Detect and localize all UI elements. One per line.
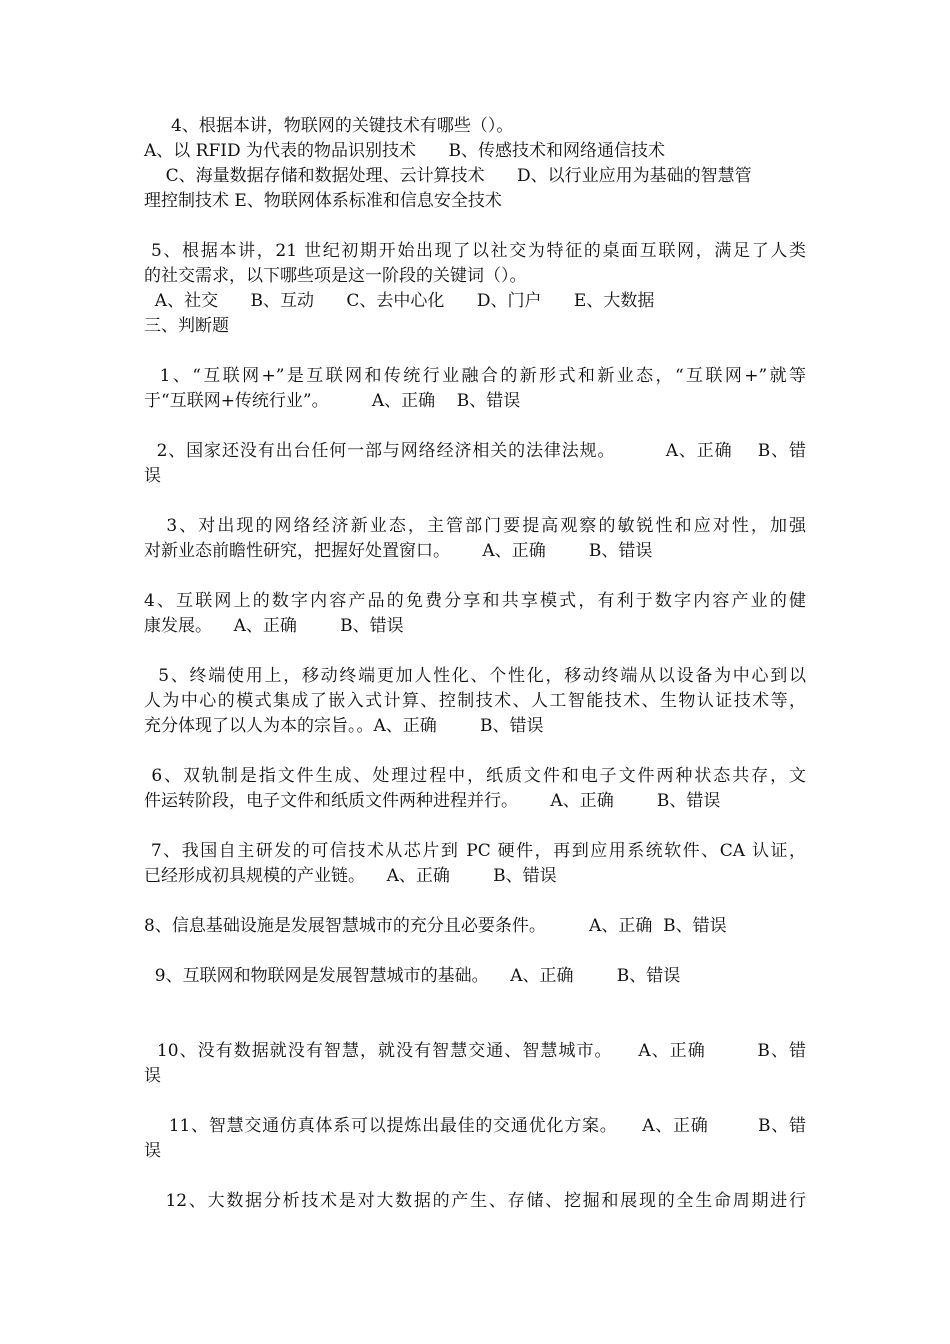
tf-8-line-1: 8、信息基础设施是发展智慧城市的充分且必要条件。 A、正确 B、错误 bbox=[144, 916, 727, 936]
tf-7-line-1: 7、我国自主研发的可信技术从芯片到 PC 硬件，再到应用系统软件、CA 认证， bbox=[144, 841, 806, 861]
tf-6-line-2: 件运转阶段，电子文件和纸质文件两种进程并行。 A、正确 B、错误 bbox=[144, 791, 721, 811]
question-5-line-1: 5、根据本讲，21 世纪初期开始出现了以社交为特征的桌面互联网，满足了人类 bbox=[144, 241, 806, 261]
question-4-line-1: 4、根据本讲，物联网的关键技术有哪些（）。 bbox=[144, 116, 514, 136]
tf-2-line-1: 2、国家还没有出台任何一部与网络经济相关的法律法规。 A、正确 B、错 bbox=[144, 441, 806, 461]
tf-4-line-1: 4、互联网上的数字内容产品的免费分享和共享模式，有利于数字内容产业的健 bbox=[144, 591, 806, 611]
question-5-line-2: 的社交需求，以下哪些项是这一阶段的关键词（）。 bbox=[144, 266, 527, 286]
tf-7-line-2: 已经形成初具规模的产业链。 A、正确 B、错误 bbox=[144, 866, 557, 886]
tf-5-line-3: 充分体现了以人为本的宗旨。。A、正确 B、错误 bbox=[144, 716, 544, 736]
question-4-line-3: C、海量数据存储和数据处理、云计算技术 D、以行业应用为基础的智慧管 bbox=[144, 166, 752, 186]
tf-5-line-2: 人为中心的模式集成了嵌入式计算、控制技术、人工智能技术、生物认证技术等， bbox=[144, 691, 806, 711]
question-4-line-4: 理控制技术 E、物联网体系标准和信息安全技术 bbox=[144, 191, 502, 211]
tf-1-line-2: 于“互联网+传统行业”。 A、正确 B、错误 bbox=[144, 391, 521, 411]
tf-9-line-1: 9、互联网和物联网是发展智慧城市的基础。 A、正确 B、错误 bbox=[144, 966, 681, 986]
section-title: 三、判断题 bbox=[144, 316, 229, 336]
tf-2-line-2: 误 bbox=[144, 466, 161, 486]
tf-11-line-1: 11、智慧交通仿真体系可以提炼出最佳的交通优化方案。 A、正确 B、错 bbox=[144, 1116, 806, 1136]
tf-10-line-1: 10、没有数据就没有智慧，就没有智慧交通、智慧城市。 A、正确 B、错 bbox=[144, 1041, 806, 1061]
tf-5-line-1: 5、终端使用上，移动终端更加人性化、个性化，移动终端从以设备为中心到以 bbox=[144, 666, 806, 686]
question-5-options: A、社交 B、互动 C、去中心化 D、门户 E、大数据 bbox=[144, 291, 655, 311]
tf-12-line-1: 12、大数据分析技术是对大数据的产生、存储、挖掘和展现的全生命周期进行 bbox=[144, 1191, 806, 1211]
question-4-line-2: A、以 RFID 为代表的物品识别技术 B、传感技术和网络通信技术 bbox=[144, 141, 665, 161]
tf-6-line-1: 6、双轨制是指文件生成、处理过程中，纸质文件和电子文件两种状态共存，文 bbox=[144, 766, 806, 786]
tf-3-line-2: 对新业态前瞻性研究，把握好处置窗口。 A、正确 B、错误 bbox=[144, 541, 653, 561]
tf-1-line-1: 1、“互联网+”是互联网和传统行业融合的新形式和新业态，“互联网+”就等 bbox=[144, 366, 806, 386]
tf-3-line-1: 3、对出现的网络经济新业态，主管部门要提高观察的敏锐性和应对性，加强 bbox=[144, 516, 806, 536]
tf-10-line-2: 误 bbox=[144, 1066, 161, 1086]
tf-4-line-2: 康发展。 A、正确 B、错误 bbox=[144, 616, 404, 636]
tf-11-line-2: 误 bbox=[144, 1141, 161, 1161]
